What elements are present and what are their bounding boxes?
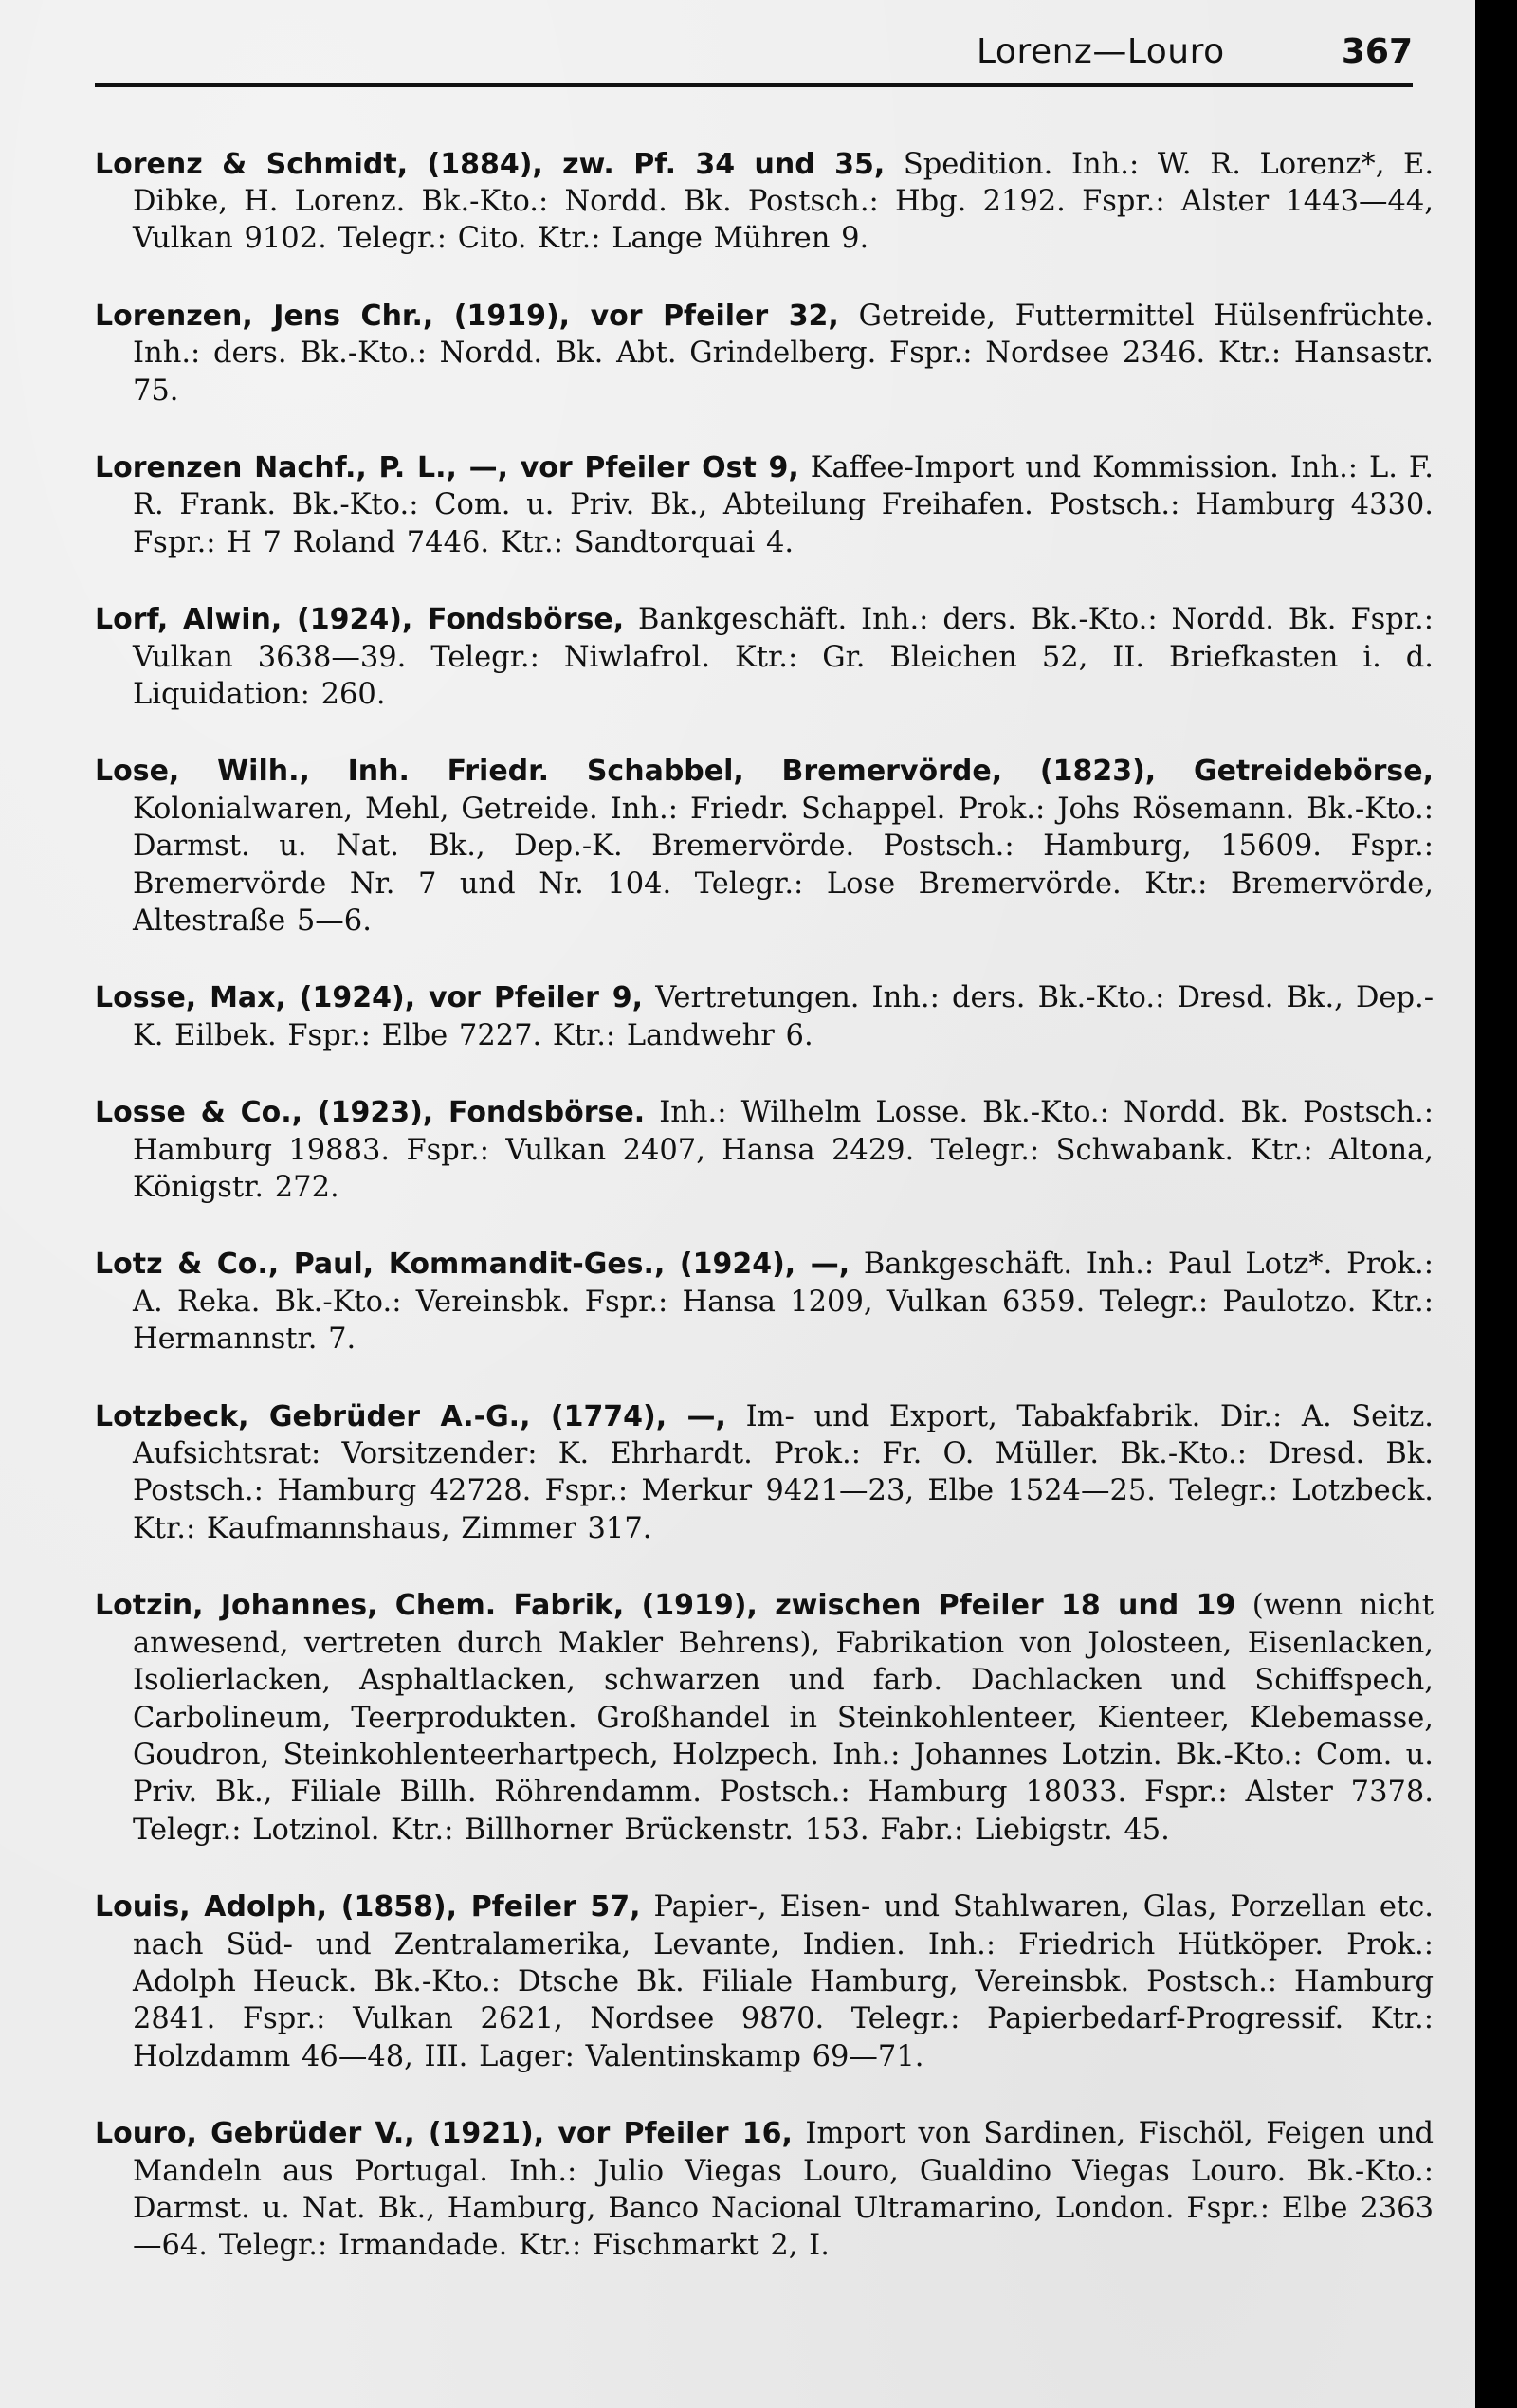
directory-entry — [95, 146, 1434, 258]
entry-heading: Lorf, Alwin, (1924), Fondsbörse, — [95, 603, 625, 637]
entry-text: Spedition. Inh.: W. R. Lorenz*, E. Dibke, H. Lorenz. Bk.-Kto.: Nordd. Bk. Postsch.: Hbg. 2192. Fspr.: Alster 1443—44, Vulkan 9102. Telegr.: Cito. Ktr.: Lange Mühren 9. — [133, 147, 1435, 256]
entry-heading: Lotz & Co., Paul, Kommandit-Ges., (1924), —, — [95, 1248, 850, 1282]
header-rule — [95, 83, 1413, 87]
directory-entry — [95, 449, 1434, 561]
entry-list — [95, 117, 1434, 2305]
directory-entry — [95, 1587, 1434, 1849]
entry-heading: Louro, Gebrüder V., (1921), vor Pfeiler 16, — [95, 2117, 793, 2151]
directory-entry — [95, 1888, 1434, 2075]
entry-text: Bankgeschäft. Inh.: ders. Bk.-Kto.: Nordd. Bk. Fspr.: Vulkan 3638—39. Telegr.: Niwlafrol. Ktr.: Gr. Bleichen 52, II. Briefkasten i. d. Liquidation: 260. — [133, 603, 1434, 711]
entry-heading: Losse, Max, (1924), vor Pfeiler 9, — [95, 981, 644, 1015]
entry-text: Import von Sardinen, Fischöl, Feigen und Mandeln aus Portugal. Inh.: Julio Viegas Louro, Gualdino Viegas Louro. Bk.-Kto.: Darmst. u. Nat. Bk., Hamburg, Banco Nacional Ultramarino, London. Fspr.: Elbe 2363—64. Telegr.: Irmandade. Ktr.: Fischmarkt 2, I. — [133, 2117, 1434, 2263]
entry-text: (wenn nicht anwesend, vertreten durch Makler Behrens), Fabrikation von Jolosteen, Eisenlacken, Isolierlacken, Asphaltlacken, schwarzen und farb. Dachlacken und Schiffspech, Carbolineum, Teerprodukten. Großhandel in Steinkohlenteer, Kienteer, Klebemasse, Goudron, Steinkohlenteerhartpech, Holzpech. Inh.: Johannes Lotzin. Bk.-Kto.: Com. u. Priv. Bk., Filiale Billh. Röhrendamm. Postsch.: Hamburg 18033. Fspr.: Alster 7378. Telegr.: Lotzinol. Ktr.: Billhorner Brückenstr. 153. Fabr.: Liebigstr. 45. — [133, 1589, 1434, 1847]
running-title: Lorenz—Louro — [977, 32, 1225, 71]
entry-text: Vertretungen. Inh.: ders. Bk.-Kto.: Dresd. Bk., Dep.-K. Eilbek. Fspr.: Elbe 7227. Ktr.: Landwehr 6. — [133, 981, 1435, 1052]
entry-heading: Lotzin, Johannes, Chem. Fabrik, (1919), zwischen Pfeiler 18 und 19 — [95, 1589, 1236, 1623]
directory-entry — [95, 1398, 1434, 1548]
entry-text: Bankgeschäft. Inh.: Paul Lotz*. Prok.: A. Reka. Bk.-Kto.: Vereinsbk. Fspr.: Hansa 1209, Vulkan 6359. Telegr.: Paulotzo. Ktr.: Hermannstr. 7. — [133, 1248, 1434, 1357]
entry-text: Im- und Export, Tabakfabrik. Dir.: A. Seitz. Aufsichtsrat: Vorsitzender: K. Ehrhardt. Prok.: Fr. O. Müller. Bk.-Kto.: Dresd. Bk. Postsch.: Hamburg 42728. Fspr.: Merkur 9421—23, Elbe 1524—25. Telegr.: Lotzbeck. Ktr.: Kaufmannshaus, Zimmer 317. — [133, 1399, 1434, 1545]
directory-entry — [95, 298, 1434, 410]
entry-heading: Lorenz & Schmidt, (1884), zw. Pf. 34 und 35, — [95, 147, 886, 181]
entry-text: Inh.: Wilhelm Losse. Bk.-Kto.: Nordd. Bk. Postsch.: Hamburg 19883. Fspr.: Vulkan 2407, Hansa 2429. Telegr.: Schwabank. Ktr.: Altona, Königstr. 272. — [133, 1096, 1435, 1205]
directory-entry — [95, 753, 1434, 939]
directory-entry — [95, 2115, 1434, 2265]
page-number: 367 — [1341, 32, 1413, 71]
directory-entry — [95, 1246, 1434, 1358]
entry-heading: Lose, Wilh., Inh. Friedr. Schabbel, Bremervörde, (1823), Getreidebörse, — [95, 755, 1434, 789]
entry-heading: Lorenzen Nachf., P. L., —, vor Pfeiler Ost 9, — [95, 450, 799, 484]
entry-text: Kolonialwaren, Mehl, Getreide. Inh.: Friedr. Schappel. Prok.: Johs Rösemann. Bk.-Kto.: Darmst. u. Nat. Bk., Dep.-K. Bremervörde. Postsch.: Hamburg, 15609. Fspr.: Bremervörde Nr. 7 und Nr. 104. Telegr.: Lose Bremervörde. Ktr.: Bremervörde, Altestraße 5—6. — [133, 792, 1434, 938]
entry-text: Kaffee-Import und Kommission. Inh.: L. F. R. Frank. Bk.-Kto.: Com. u. Priv. Bk., Abteilung Freihafen. Postsch.: Hamburg 4330. Fspr.: H 7 Roland 7446. Ktr.: Sandtorquai 4. — [133, 450, 1434, 559]
entry-heading: Louis, Adolph, (1858), Pfeiler 57, — [95, 1890, 641, 1925]
directory-entry — [95, 601, 1434, 713]
entry-text: Papier-, Eisen- und Stahlwaren, Glas, Porzellan etc. nach Süd- und Zentralamerika, Levante, Indien. Inh.: Friedrich Hütköper. Prok.: Adolph Heuck. Bk.-Kto.: Dtsche Bk. Filiale Hamburg, Vereinsbk. Postsch.: Hamburg 2841. Fspr.: Vulkan 2621, Nordsee 9870. Telegr.: Papierbedarf-Progressif. Ktr.: Holzdamm 46—48, III. Lager: Valentinskamp 69—71. — [133, 1890, 1434, 2073]
entry-heading: Losse & Co., (1923), Fondsbörse. — [95, 1096, 646, 1130]
directory-entry — [95, 979, 1434, 1054]
entry-text: Getreide, Futtermittel Hülsenfrüchte. Inh.: ders. Bk.-Kto.: Nordd. Bk. Abt. Grindelberg. Fspr.: Nordsee 2346. Ktr.: Hansastr. 75. — [133, 299, 1435, 408]
page-header — [95, 28, 1413, 83]
entry-heading: Lorenzen, Jens Chr., (1919), vor Pfeiler 32, — [95, 299, 839, 333]
directory-entry — [95, 1094, 1434, 1206]
entry-heading: Lotzbeck, Gebrüder A.-G., (1774), —, — [95, 1399, 726, 1433]
